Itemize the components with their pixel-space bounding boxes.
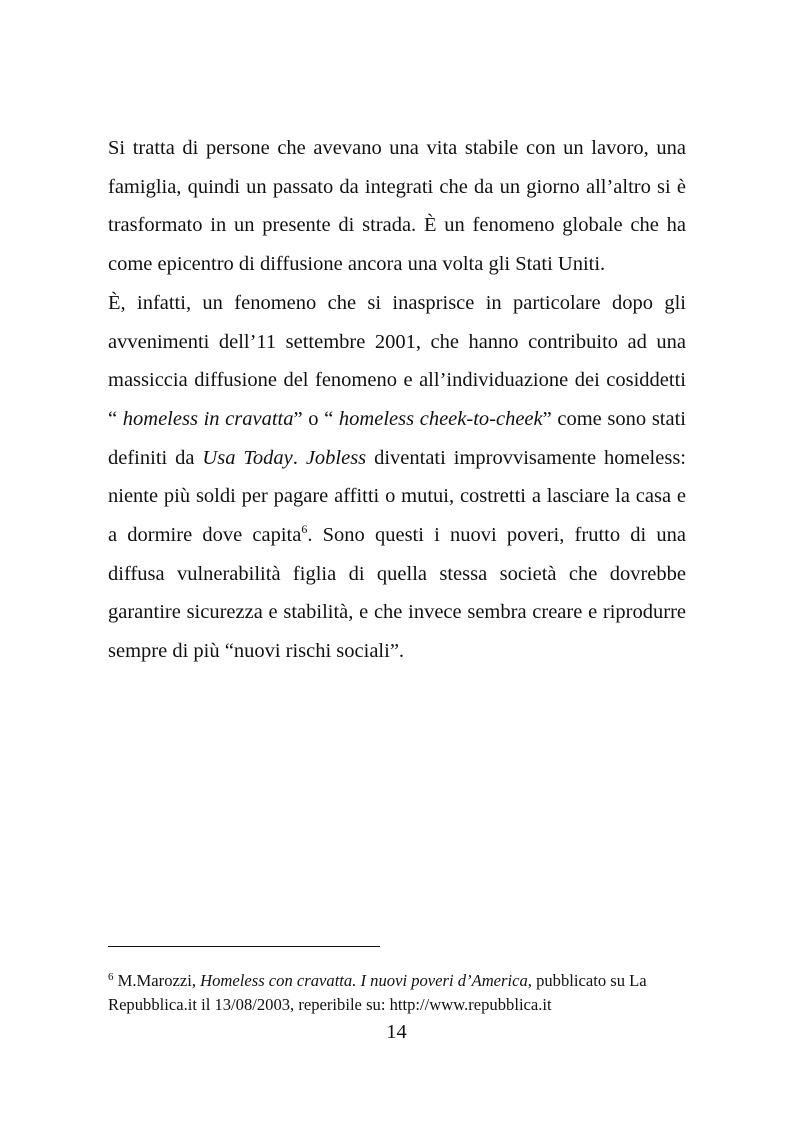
- footnote: [108, 969, 686, 1016]
- footnote-divider: [108, 946, 380, 947]
- paragraph-2-part-3: ” come sono stati definiti da: [108, 407, 686, 469]
- paragraph-2-part-5: diventati improvvisamente homeless: niente più soldi per pagare affitti o mutui, costretti a lasciare la casa e a dormire dove capita: [108, 446, 686, 547]
- footnote-number: 6: [108, 971, 114, 983]
- footnote-reference[interactable]: 6: [301, 522, 308, 537]
- term-homeless-in-cravatta: homeless in cravatta: [122, 407, 294, 430]
- paragraph-2-part-6: . Sono questi i nuovi poveri, frutto di una diffusa vulnerabilità figlia di quella stessa società che dovrebbe garantire sicurezza e stabilità, e che invece sembra creare e riprodurre sempre di più “nuovi rischi sociali”.: [108, 524, 686, 663]
- paragraph-1-text: Si tratta di persone che avevano una vita stabile con un lavoro, una famiglia, quindi un passato da integrati che da un giorno all’altro si è trasformato in un presente di strada. È un fenomeno globale che ha come epicentro di diffusione ancora una volta gli Stati Uniti.: [108, 137, 686, 276]
- paragraph-2-part-1: È, infatti, un fenomeno che si inasprisce in particolare dopo gli avvenimenti dell’11 settembre 2001, che hanno contribuito ad una massiccia diffusione del fenomeno e all’individuazione dei cosiddetti “: [108, 291, 686, 430]
- source-usa-today: Usa Today: [202, 446, 293, 469]
- paragraph-2-part-4: .: [292, 446, 306, 469]
- footnote-author: M.Marozzi,: [113, 971, 201, 990]
- paragraph-1: [108, 129, 686, 284]
- paragraph-2-part-2: ” o “: [293, 407, 339, 430]
- term-homeless-cheek-to-cheek: homeless cheek-to-cheek: [338, 407, 543, 430]
- paragraph-2: [108, 284, 686, 671]
- footnote-title: Homeless con cravatta. I nuovi poveri d’America: [200, 971, 528, 990]
- main-text: [108, 129, 686, 671]
- term-jobless: Jobless: [305, 446, 367, 469]
- footnote-citation: , pubblicato su La Repubblica.it il 13/08/2003, reperibile su: http://www.repubblica.it: [108, 971, 647, 1014]
- page-number: 14: [386, 1021, 407, 1043]
